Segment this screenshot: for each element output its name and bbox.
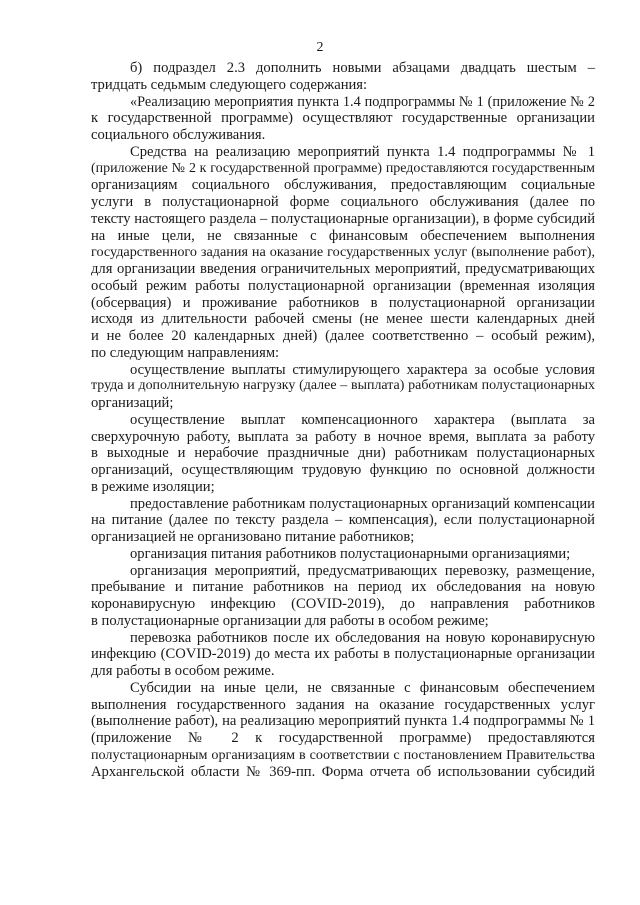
text-line: б) подраздел 2.3 дополнить новыми абзацами двадцать шестым – bbox=[130, 60, 595, 76]
text-line: Средства на реализацию мероприятий пункта 1.4 подпрограммы № 1 bbox=[130, 143, 595, 160]
text-line: (выполнение работ), на реализацию мероприятий пункта 1.4 подпрограммы № 1 bbox=[91, 713, 595, 730]
text-line: предоставление работникам полустационарных организаций компенсации bbox=[130, 495, 595, 512]
text-line: организация мероприятий, предусматривающих перевозку, размещение, bbox=[130, 562, 595, 579]
text-line: «Реализацию мероприятия пункта 1.4 подпрограммы № 1 (приложение № 2 bbox=[130, 93, 595, 110]
document-body bbox=[91, 60, 595, 780]
text-line: в выходные и нерабочие праздничные дни) работникам полустационарных bbox=[91, 445, 595, 462]
text-line: коронавирусную инфекцию (COVID-2019), до направления работников bbox=[91, 596, 595, 612]
text-line: (приложение № 2 к государственной программе) предоставляются государственным bbox=[91, 160, 595, 176]
text-line: осуществление выплаты стимулирующего характера за особые условия bbox=[130, 361, 595, 378]
text-line: тексту настоящего раздела – полустационарные организации), в форме субсидий bbox=[91, 210, 595, 227]
text-line: (обсервация) и проживание работников в полустационарной организации bbox=[91, 294, 595, 311]
text-line: полустационарным организациям в соответствии с постановлением Правительства bbox=[91, 746, 595, 763]
text-line: для организации введения ограничительных мероприятий, предусматривающих bbox=[91, 261, 595, 277]
text-line: пребывание и питание работников на период их обследования на новую bbox=[91, 579, 595, 596]
text-line: перевозка работников после их обследования на новую коронавирусную bbox=[130, 629, 595, 646]
text-line: организация питания работников полустационарными организациями; bbox=[130, 545, 571, 562]
text-line: на питание (далее по тексту раздела – компенсация), если полустационарной bbox=[91, 512, 595, 529]
text-line: сверхурочную работу, выплата за работу в ночное время, выплата за работу bbox=[91, 428, 595, 445]
text-line: организаций; bbox=[91, 395, 174, 411]
text-line: особый режим работы полустационарной организации (временная изоляция bbox=[91, 277, 595, 294]
text-line: выполнения государственного задания на оказание государственных услуг bbox=[91, 696, 595, 713]
text-line: государственного задания на оказание государственных услуг (выполнение работ), bbox=[91, 244, 595, 261]
text-line: и не более 20 календарных дней) (далее соответственно – особый режим), bbox=[91, 328, 595, 344]
text-line: к государственной программе) осуществляют государственные организации bbox=[91, 110, 595, 127]
text-line: социального обслуживания. bbox=[91, 127, 266, 143]
page-number: 2 bbox=[316, 40, 324, 55]
text-line: труда и дополнительную нагрузку (далее – выплата) работникам полустационарных bbox=[91, 378, 595, 394]
text-line: осуществление выплат компенсационного характера (выплата за bbox=[130, 411, 595, 428]
text-line: организацией не организовано питание работников; bbox=[91, 529, 415, 545]
text-line: тридцать седьмым следующего содержания: bbox=[91, 76, 368, 93]
text-line: инфекцию (COVID-2019) до места их работы в полустационарные организации bbox=[91, 646, 595, 663]
text-line: Субсидии на иные цели, не связанные с финансовым обеспечением bbox=[130, 679, 595, 696]
text-line: услуги в полустационарной форме социального обслуживания (далее по bbox=[91, 194, 595, 210]
text-line: организациям социального обслуживания, предоставляющим социальные bbox=[91, 177, 595, 194]
text-line: Архангельской области № 369-пп. Форма отчета об использовании субсидий bbox=[91, 763, 595, 780]
text-line: для работы в особом режиме. bbox=[91, 663, 275, 679]
text-line: на иные цели, не связанные с финансовым обеспечением выполнения bbox=[91, 227, 595, 244]
text-line: (приложение № 2 к государственной программе) предоставляются bbox=[91, 730, 595, 746]
text-line: исходя из длительности рабочей смены (не менее шести календарных дней bbox=[91, 311, 595, 328]
text-line: по следующим направлениям: bbox=[91, 344, 280, 361]
text-line: в режиме изоляции; bbox=[91, 478, 215, 495]
text-line: в полустационарные организации для работы в особом режиме; bbox=[91, 612, 489, 629]
text-line: организаций, осуществляющим трудовую функцию по основной должности bbox=[91, 462, 595, 478]
